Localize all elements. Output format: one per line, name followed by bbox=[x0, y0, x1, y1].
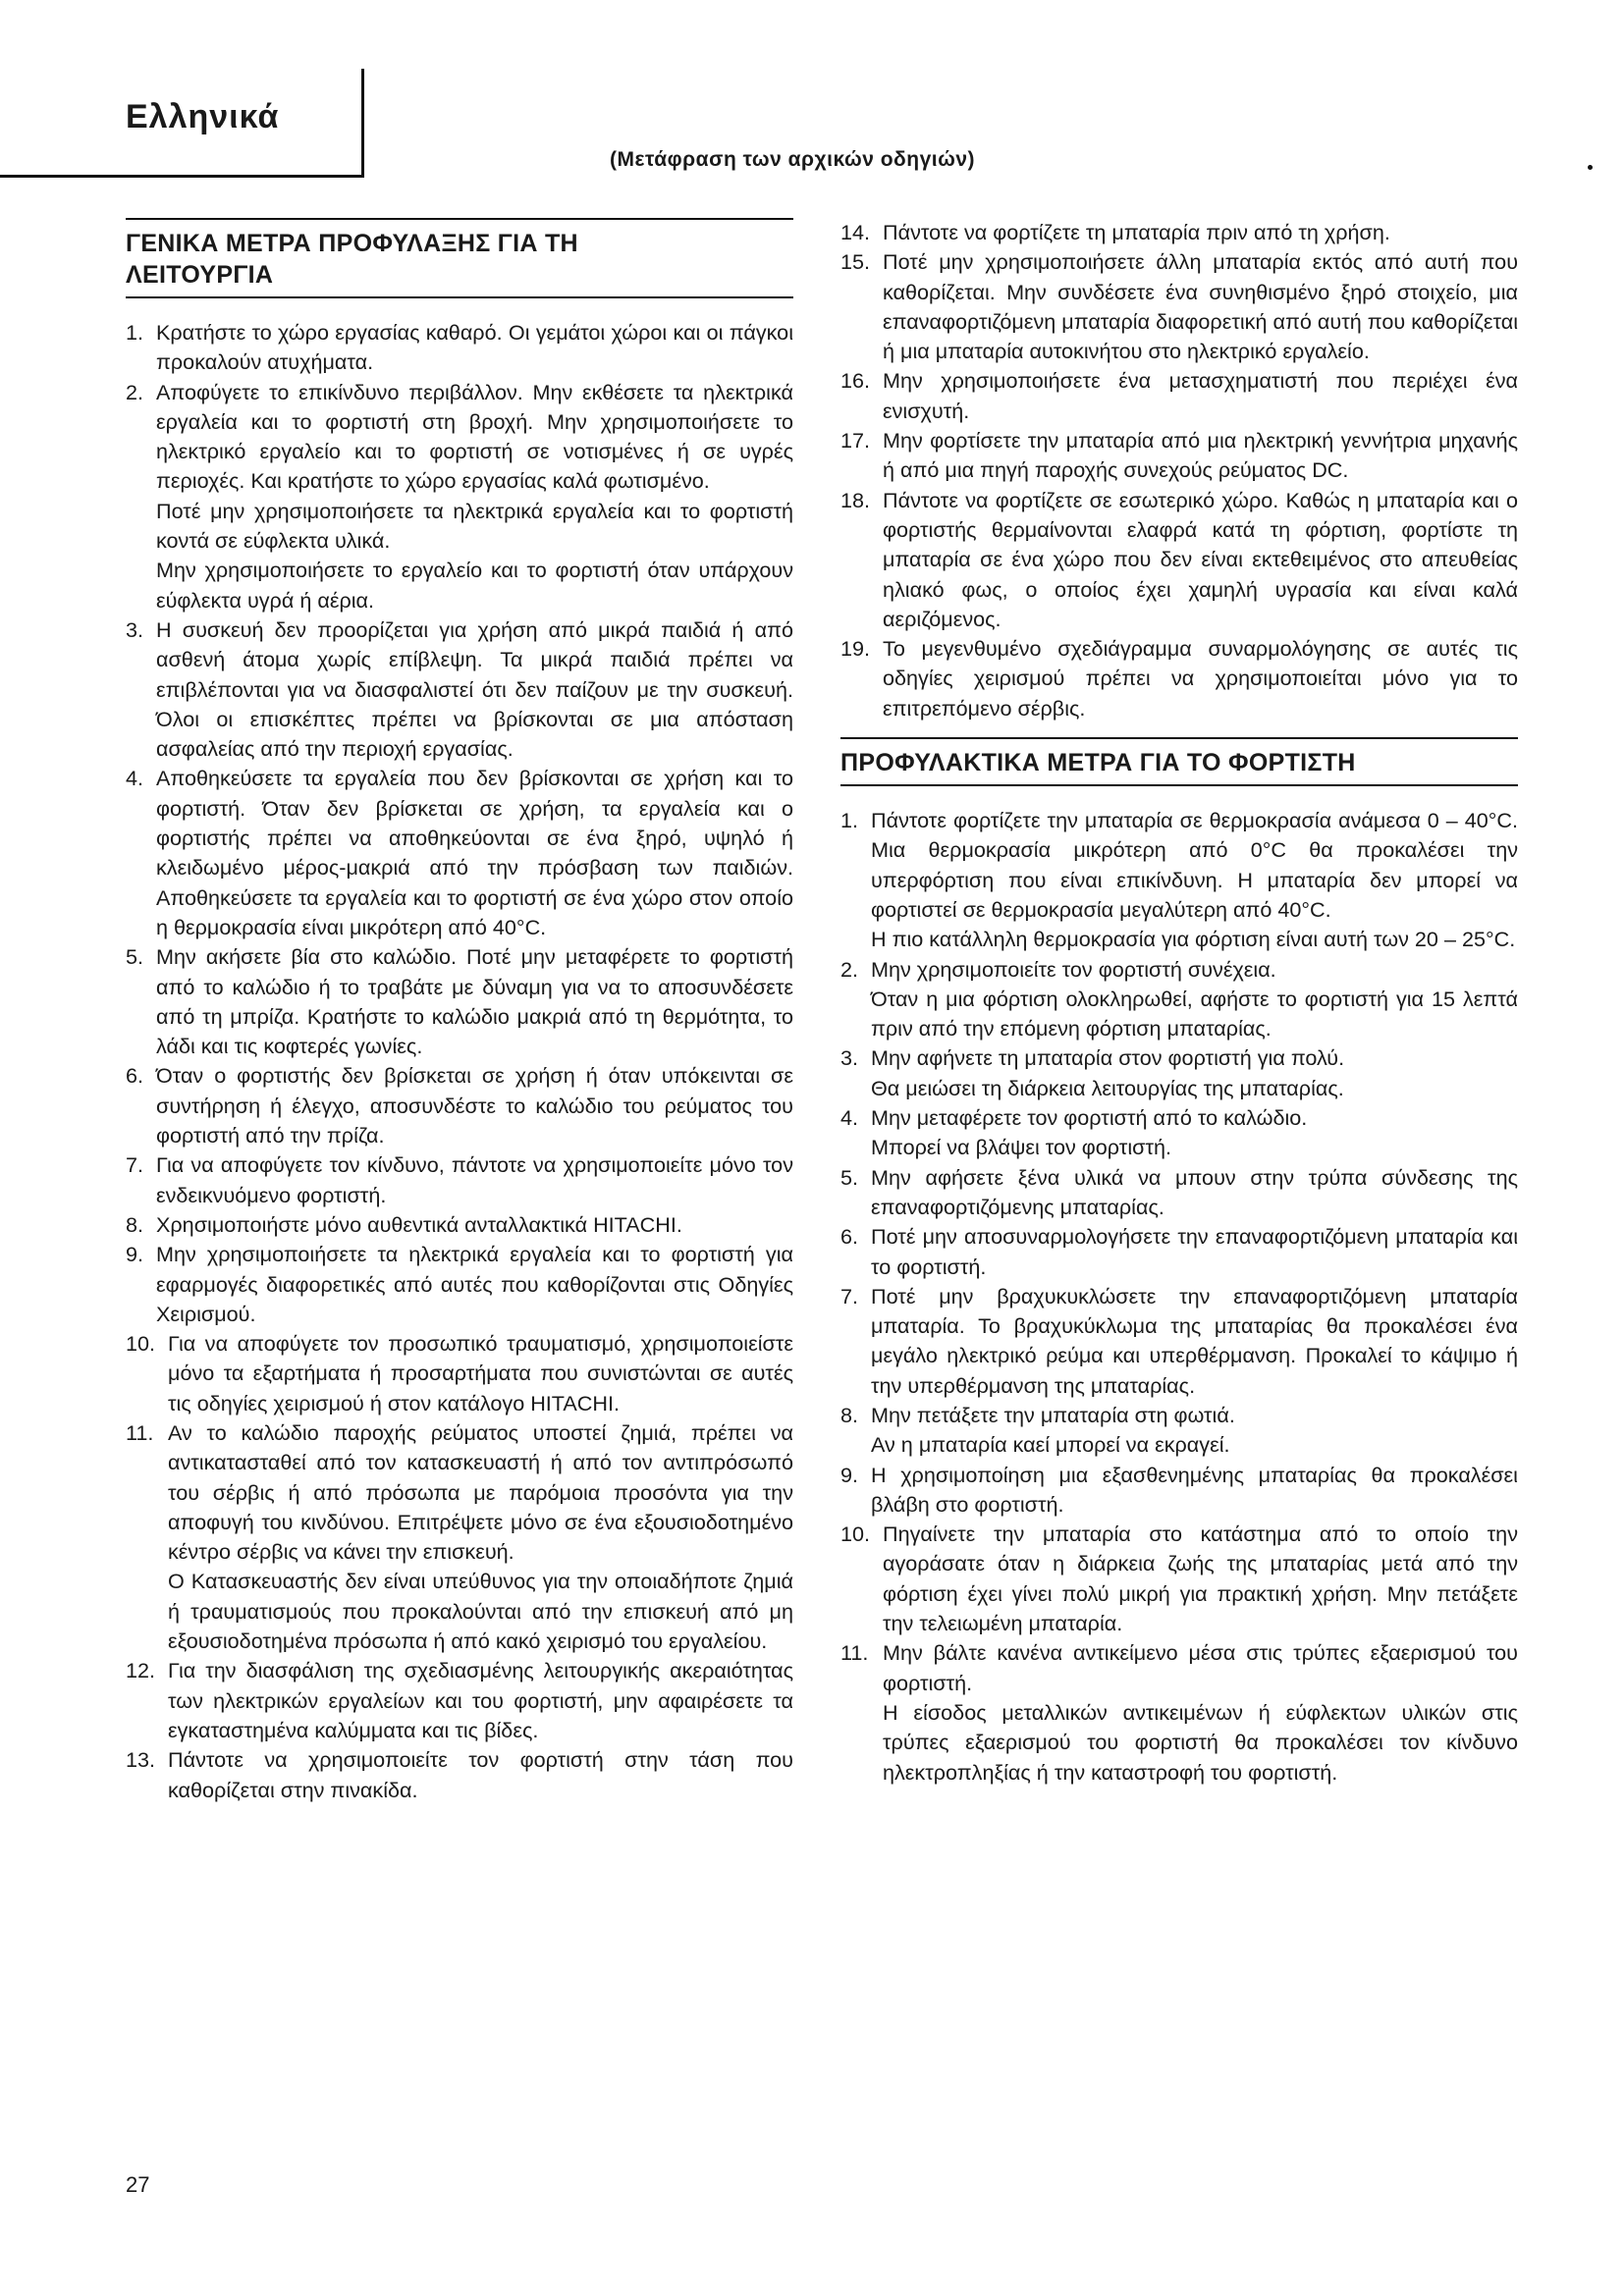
item-number: 16. bbox=[840, 368, 871, 394]
item-number: 4. bbox=[840, 1105, 859, 1131]
item-text: Αποθηκεύσετε τα εργαλεία που δεν βρίσκονται σε χρήση και το φορτιστή. Όταν δεν βρίσκεται σε χρήση, τα εργαλεία και ο φορτιστής πρέπει να αποθηκεύονται σε ένα ξηρό, υψηλό ή κλειδωμένο μέρος-μακριά από την πρόσβαση των παιδιών. Αποθηκεύσετε τα εργαλεία και το φορτιστή σε ένα χώρο στον οποίο η θερμοκρασία είναι μικρότερη από 40°C. bbox=[156, 766, 793, 939]
item-number: 1. bbox=[126, 320, 144, 345]
item-number: 3. bbox=[840, 1045, 859, 1071]
list-item bbox=[840, 955, 1518, 1044]
list-item bbox=[840, 1222, 1518, 1282]
list-item bbox=[126, 764, 793, 942]
item-number: 7. bbox=[126, 1152, 144, 1178]
item-number: 3. bbox=[126, 616, 144, 642]
list-item bbox=[126, 1418, 793, 1656]
item-text: Η συσκευή δεν προορίζεται για χρήση από μικρά παιδιά ή από ασθενή άτομα χωρίς επίβλεψη. Τα μικρά παιδιά πρέπει να επιβλέπονται για να διασφαλιστεί ότι δεν παίζουν με την συσκευή. Όλοι οι επισκέπτες πρέπει να βρίσκονται σε μια απόσταση ασφαλείας από την περιοχή εργασίας. bbox=[156, 616, 793, 762]
item-text: Ο Κατασκευαστής δεν είναι υπεύθυνος για την οποιαδήποτε ζημιά ή τραυματισμούς που προκαλούνται από την επισκευή από μη εξουσιοδοτημένα πρόσωπα ή από κακό χειρισμό του εργαλείου. bbox=[168, 1569, 793, 1654]
item-number: 12. bbox=[126, 1658, 156, 1683]
list-item bbox=[126, 1061, 793, 1150]
list-item bbox=[126, 1656, 793, 1745]
item-text: Κρατήστε το χώρο εργασίας καθαρό. Οι γεμάτοι χώροι και οι πάγκοι προκαλούν ατυχήματα. bbox=[156, 320, 793, 375]
item-text: Όταν η μια φόρτιση ολοκληρωθεί, αφήστε το φορτιστή για 15 λεπτά πριν από την επόμενη φόρτιση μπαταρίας. bbox=[871, 986, 1518, 1041]
item-text: Ποτέ μην αποσυναρμολογήσετε την επαναφορτιζόμενη μπαταρία και το φορτιστή. bbox=[871, 1224, 1518, 1279]
section-top-rule bbox=[126, 218, 793, 220]
list-item bbox=[840, 366, 1518, 426]
list-item bbox=[840, 486, 1518, 634]
item-text: Μην φορτίσετε την μπαταρία από μια ηλεκτρική γεννήτρια μηχανής ή από μια πηγή παροχής συνεχούς ρεύματος DC. bbox=[883, 428, 1518, 483]
section-title-general-precautions: ΓΕΝΙΚΑ ΜΕΤΡΑ ΠΡΟΦΥΛΑΞΗΣ ΓΙΑ ΤΗ ΛΕΙΤΟΥΡΓΙΑ bbox=[126, 230, 578, 289]
item-number: 1. bbox=[840, 808, 859, 833]
item-text: Αν η μπαταρία καεί μπορεί να εκραγεί. bbox=[871, 1432, 1230, 1458]
item-number: 8. bbox=[126, 1211, 144, 1237]
item-number: 6. bbox=[840, 1224, 859, 1250]
item-text: Χρησιμοποιήστε μόνο αυθεντικά ανταλλακτικά HITACHI. bbox=[156, 1211, 682, 1237]
item-number: 19. bbox=[840, 636, 871, 662]
item-number: 15. bbox=[840, 249, 871, 275]
item-number: 5. bbox=[126, 944, 144, 970]
list-item bbox=[840, 1401, 1518, 1461]
item-text: Όταν ο φορτιστής δεν βρίσκεται σε χρήση ή όταν υπόκεινται σε συντήρηση ή έλεγχο, αποσυνδέστε το καλώδιο του ρεύματος του φορτιστή από την πρίζα. bbox=[156, 1063, 793, 1148]
item-text: Πάντοτε να χρησιμοποιείτε τον φορτιστή στην τάση που καθορίζεται στην πινακίδα. bbox=[168, 1747, 793, 1802]
list-item bbox=[126, 1329, 793, 1418]
item-number: 11. bbox=[840, 1640, 869, 1666]
item-number: 6. bbox=[126, 1063, 144, 1089]
item-number: 10. bbox=[126, 1331, 156, 1357]
list-item bbox=[840, 1282, 1518, 1401]
list-item bbox=[840, 1043, 1518, 1103]
list-item bbox=[126, 1210, 793, 1240]
item-text: Η είσοδος μεταλλικών αντικειμένων ή εύφλεκτων υλικών στις τρύπες εξαερισμού του φορτιστή θα προκαλέσει τον κίνδυνο ηλεκτροπληξίας ή την καταστροφή του φορτιστή. bbox=[883, 1699, 1518, 1785]
item-text: Μην ακήσετε βία στο καλώδιο. Ποτέ μην μεταφέρετε το φορτιστή από το καλώδιο ή το τραβάτε με δύναμη για να το αποσυνδέσετε από τη μπρίζα. Κρατήστε το καλώδιο μακριά από τη θερμότητα, το λάδι και τις κοφτερές γωνίες. bbox=[156, 944, 793, 1059]
item-number: 10. bbox=[840, 1522, 871, 1547]
item-text: Μην χρησιμοποιήσετε το εργαλείο και το φορτιστή όταν υπάρχουν εύφλεκτα υγρά ή αέρια. bbox=[156, 558, 793, 613]
section-bottom-rule bbox=[840, 784, 1518, 786]
item-text: Αν το καλώδιο παροχής ρεύματος υποστεί ζημιά, πρέπει να αντικατασταθεί από τον κατασκευαστή ή από τον αντιπρόσωπό του σέρβις ή από πρόσωπα με παρόμοια προσόντα για την αποφυγή του κινδύνου. Επιτρέψετε μόνο σε ένα εξουσιοδοτημένο κέντρο σέρβις να κάνει την επισκευή. bbox=[168, 1419, 793, 1565]
marker-dot bbox=[1588, 165, 1593, 170]
list-item bbox=[840, 1163, 1518, 1223]
list-item bbox=[840, 806, 1518, 954]
item-number: 18. bbox=[840, 487, 871, 512]
item-number: 8. bbox=[840, 1402, 859, 1427]
list-item bbox=[126, 1240, 793, 1329]
item-text: Ποτέ μην βραχυκυκλώσετε την επαναφορτιζόμενη μπαταρία μπαταρία. Το βραχυκύκλωμα της μπαταρίας θα προκαλέσει ένα μεγάλο ηλεκτρικό ρεύμα και υπερθέρμανση. Προκαλεί το κάψιμο ή την υπερθέρμανση της μπαταρίας. bbox=[871, 1283, 1518, 1398]
list-item bbox=[126, 942, 793, 1061]
general-precautions-list-continued bbox=[840, 218, 1518, 723]
item-text: Η πιο κατάλληλη θερμοκρασία για φόρτιση είναι αυτή των 20 – 25°C. bbox=[871, 927, 1516, 952]
right-column bbox=[840, 218, 1518, 1788]
general-precautions-list bbox=[126, 318, 793, 1805]
section-title-charger-precautions: ΠΡΟΦΥΛΑΚΤΙΚΑ ΜΕΤΡΑ ΓΙΑ ΤΟ ΦΟΡΤΙΣΤΗ bbox=[840, 749, 1356, 777]
list-item bbox=[840, 1520, 1518, 1638]
item-number: 13. bbox=[126, 1747, 156, 1773]
item-number: 7. bbox=[840, 1283, 859, 1308]
item-text: Θα μειώσει τη διάρκεια λειτουργίας της μπαταρίας. bbox=[871, 1075, 1344, 1100]
list-item bbox=[840, 1103, 1518, 1163]
section-top-rule bbox=[840, 737, 1518, 739]
list-item bbox=[840, 1461, 1518, 1521]
item-text: Ποτέ μην χρησιμοποιήσετε τα ηλεκτρικά εργαλεία και το φορτιστή κοντά σε εύφλεκτα υλικά. bbox=[156, 498, 793, 554]
section-bottom-rule bbox=[126, 296, 793, 298]
item-number: 9. bbox=[126, 1242, 144, 1267]
list-item bbox=[840, 1638, 1518, 1787]
list-item bbox=[126, 1745, 793, 1805]
item-text: Μπορεί να βλάψει τον φορτιστή. bbox=[871, 1135, 1171, 1160]
list-item bbox=[126, 1150, 793, 1210]
item-text: Πάντοτε να φορτίζετε τη μπαταρία πριν από τη χρήση. bbox=[883, 220, 1390, 244]
item-number: 11. bbox=[126, 1419, 154, 1445]
item-text: Πάντοτε φορτίζετε την μπαταρία σε θερμοκρασία ανάμεσα 0 – 40°C. Μια θερμοκρασία μικρότερη από 0°C θα προκαλέσει την υπερφόρτιση που είναι επικίνδυνη. Η μπαταρία δεν μπορεί να φορτιστεί σε θερμοκρασία μεγαλύτερη από 40°C. bbox=[871, 808, 1518, 922]
charger-precautions-list bbox=[840, 806, 1518, 1788]
item-number: 2. bbox=[840, 956, 859, 982]
list-item bbox=[126, 318, 793, 378]
list-item bbox=[840, 247, 1518, 366]
item-number: 2. bbox=[126, 379, 144, 404]
item-text: Μην χρησιμοποιείτε τον φορτιστή συνέχεια. bbox=[871, 956, 1276, 982]
item-text: Για να αποφύγετε τον προσωπικό τραυματισμό, χρησιμοποιείστε μόνο τα εξαρτήματα ή προσαρτήματα που συνιστώνται σε αυτές τις οδηγίες χειρισμού ή στον κατάλογο HITACHI. bbox=[168, 1331, 793, 1415]
item-text: Μην μεταφέρετε τον φορτιστή από το καλώδιο. bbox=[871, 1105, 1308, 1131]
list-item bbox=[126, 615, 793, 764]
item-number: 17. bbox=[840, 428, 871, 454]
item-text: Μην χρησιμοποιήσετε τα ηλεκτρικά εργαλεία και το φορτιστή για εφαρμογές διαφορετικές από αυτές που καθορίζονται στις Οδηγίες Χειρισμού. bbox=[156, 1242, 793, 1326]
item-number: 9. bbox=[840, 1462, 859, 1487]
page-number: 27 bbox=[126, 2172, 150, 2197]
item-text: Μην βάλτε κανένα αντικείμενο μέσα στις τρύπες εξαερισμού του φορτιστή. bbox=[883, 1640, 1518, 1695]
item-number: 14. bbox=[840, 220, 871, 244]
item-text: Πηγαίνετε την μπαταρία στο κατάστημα από το οποίο την αγοράσατε όταν η διάρκεια ζωής της μπαταρίας μετά από την φόρτιση έχει γίνει πολύ μικρή για πρακτική χρήση. Μην πετάξετε την τελειωμένη μπαταρία. bbox=[883, 1522, 1518, 1636]
item-text: Για να αποφύγετε τον κίνδυνο, πάντοτε να χρησιμοποιείτε μόνο τον ενδεικνυόμενο φορτιστή. bbox=[156, 1152, 793, 1207]
item-text: Για την διασφάλιση της σχεδιασμένης λειτουργικής ακεραιότητας των ηλεκτρικών εργαλείων και του φορτιστή, μην αφαιρέσετε τα εγκαταστημένα καλύμματα και τις βίδες. bbox=[168, 1658, 793, 1742]
translation-subtitle: (Μετάφραση των αρχικών οδηγιών) bbox=[610, 148, 976, 171]
list-item bbox=[840, 218, 1518, 247]
item-number: 5. bbox=[840, 1164, 859, 1190]
item-text: Μην αφήνετε τη μπαταρία στον φορτιστή για πολύ. bbox=[871, 1045, 1345, 1071]
item-text: Το μεγενθυμένο σχεδιάγραμμα συναρμολόγησης σε αυτές τις οδηγίες χειρισμού πρέπει να χρησιμοποιείται μόνο για το επιτρεπόμενο σέρβις. bbox=[883, 636, 1518, 721]
item-text: Μην πετάξετε την μπαταρία στη φωτιά. bbox=[871, 1402, 1235, 1427]
list-item bbox=[840, 634, 1518, 723]
item-text: Ποτέ μην χρησιμοποιήσετε άλλη μπαταρία εκτός από αυτή που καθορίζεται. Μην συνδέσετε ένα συνηθισμένο ξηρό στοιχείο, μια επαναφορτιζόμενη μπαταρία διαφορετική από αυτή που καθορίζεται ή μια μπαταρία αυτοκινήτου στο ηλεκτρικό εργαλείο. bbox=[883, 249, 1518, 364]
list-item bbox=[126, 378, 793, 615]
item-text: Η χρησιμοποίηση μια εξασθενημένης μπαταρίας θα προκαλέσει βλάβη στο φορτιστή. bbox=[871, 1462, 1518, 1517]
item-text: Μην χρησιμοποιήσετε ένα μετασχηματιστή που περιέχει ένα ενισχυτή. bbox=[883, 368, 1518, 423]
language-label: Ελληνικά bbox=[126, 98, 280, 135]
list-item bbox=[840, 426, 1518, 486]
item-text: Αποφύγετε το επικίνδυνο περιβάλλον. Μην εκθέσετε τα ηλεκτρικά εργαλεία και το φορτιστή στη βροχή. Μην χρησιμοποιήσετε το ηλεκτρικό εργαλείο και το φορτιστή σε νοτισμένες ή σε υγρές περιοχές. Και κρατήστε το χώρο εργασίας καλά φωτισμένο. bbox=[156, 379, 793, 494]
item-text: Μην αφήσετε ξένα υλικά να μπουν στην τρύπα σύνδεσης της επαναφορτιζόμενης μπαταρίας. bbox=[871, 1164, 1518, 1219]
item-number: 4. bbox=[126, 766, 144, 791]
item-text: Πάντοτε να φορτίζετε σε εσωτερικό χώρο. Καθώς η μπαταρία και ο φορτιστής θερμαίνονται ελαφρά κατά τη φόρτιση, φορτίστε τη μπαταρία σε ένα χώρο που δεν είναι εκτεθειμένος στο απευθείας ηλιακό φως, ο οποίος έχει χαμηλή υγρασία και είναι καλά αεριζόμενος. bbox=[883, 487, 1518, 631]
left-column bbox=[126, 218, 793, 1805]
